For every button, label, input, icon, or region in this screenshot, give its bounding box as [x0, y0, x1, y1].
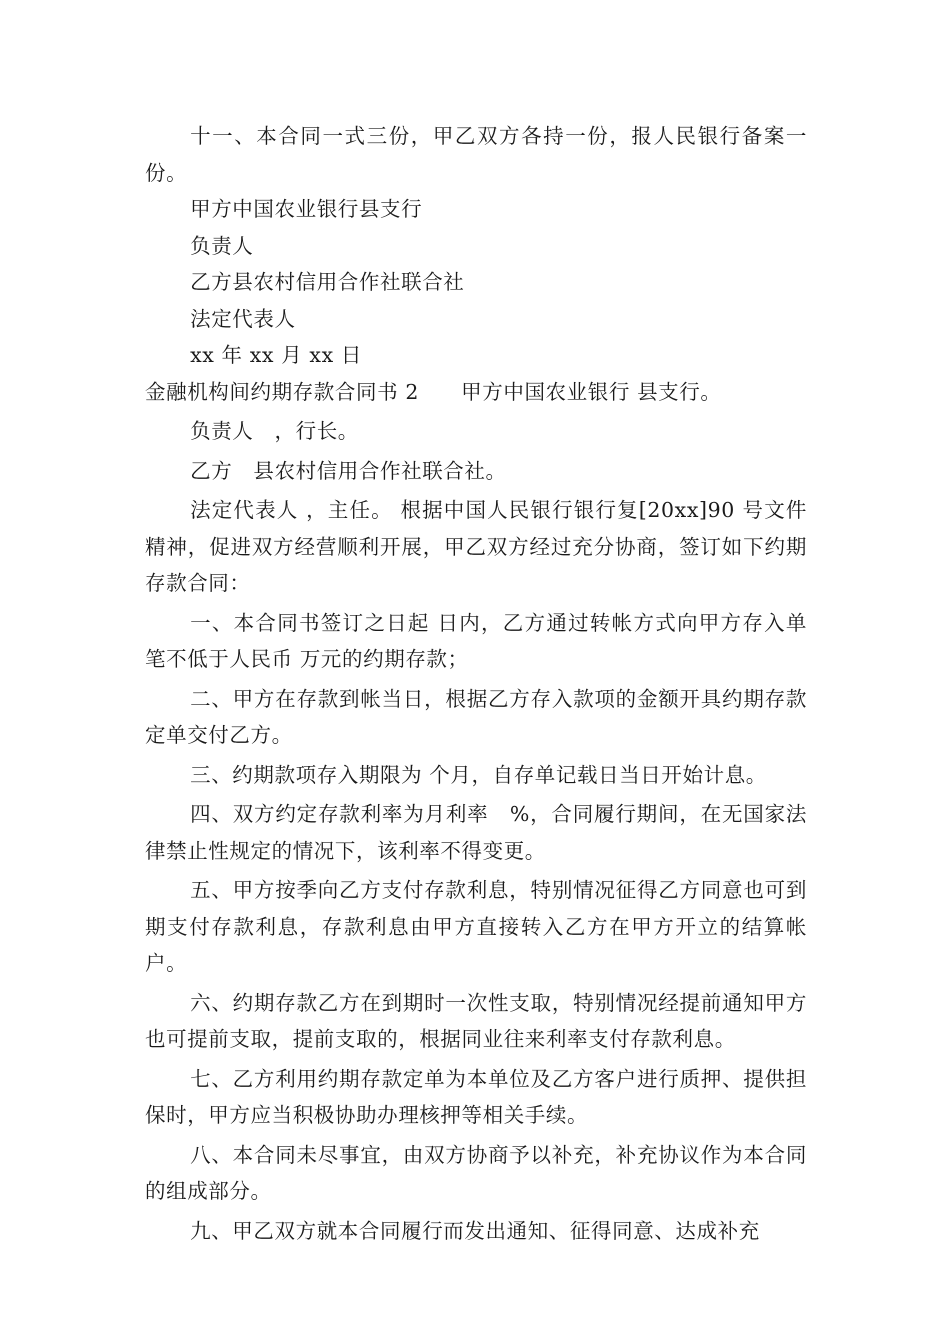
clause-seven: 七、乙方利用约期存款定单为本单位及乙方客户进行质押、提供担保时，甲方应当积极协助办理核押等相关手续。: [145, 1066, 807, 1127]
clause-three: 三、约期款项存入期限为 个月，自存单记载日当日开始计息。: [190, 762, 767, 787]
party-b-line: 乙方 县农村信用合作社联合社。: [190, 458, 507, 483]
party-b-name: 乙方县农村信用合作社联合社: [190, 270, 465, 294]
party-a-principal-title: 负责人 ，行长。: [190, 419, 359, 443]
party-a-name: 甲方中国农业银行县支行: [190, 197, 423, 221]
document-body: [145, 118, 807, 1249]
party-b-representative: 法定代表人: [190, 306, 296, 331]
paragraph-eleven: 十一、本合同一式三份，甲乙双方各持一份，报人民银行备案一份。: [145, 124, 807, 185]
party-a-principal: 负责人: [190, 233, 254, 258]
clause-two: 二、甲方在存款到帐当日，根据乙方存入款项的金额开具约期存款定单交付乙方。: [145, 686, 807, 747]
clause-four: 四、双方约定存款利率为月利率 %，合同履行期间，在无国家法律禁止性规定的情况下，该利率不得变更。: [145, 802, 807, 863]
clause-eight: 八、本合同未尽事宜，由双方协商予以补充，补充协议作为本合同的组成部分。: [145, 1142, 807, 1203]
clause-five: 五、甲方按季向乙方支付存款利息，特别情况征得乙方同意也可到期支付存款利息，存款利息由甲方直接转入乙方在甲方开立的结算帐户。: [145, 878, 807, 975]
clause-one: 一、本合同书签订之日起 日内，乙方通过转帐方式向甲方存入单笔不低于人民币 万元的约期存款；: [145, 610, 807, 671]
preamble-paragraph: 法定代表人 ，主任。 根据中国人民银行银行复[20xx]90 号文件精神，促进双方经营顺利开展，甲乙双方经过充分协商，签订如下约期存款合同：: [145, 498, 807, 595]
clause-nine: 九、甲乙双方就本合同履行而发出通知、征得同意、达成补充: [190, 1218, 760, 1243]
clause-six: 六、约期存款乙方在到期时一次性支取，特别情况经提前通知甲方也可提前支取，提前支取的，根据同业往来利率支付存款利息。: [145, 990, 807, 1051]
signing-date: xx 年 xx 月 xx 日: [190, 343, 362, 367]
contract-title-line: 金融机构间约期存款合同书 2 甲方中国农业银行 县支行。: [145, 379, 722, 404]
